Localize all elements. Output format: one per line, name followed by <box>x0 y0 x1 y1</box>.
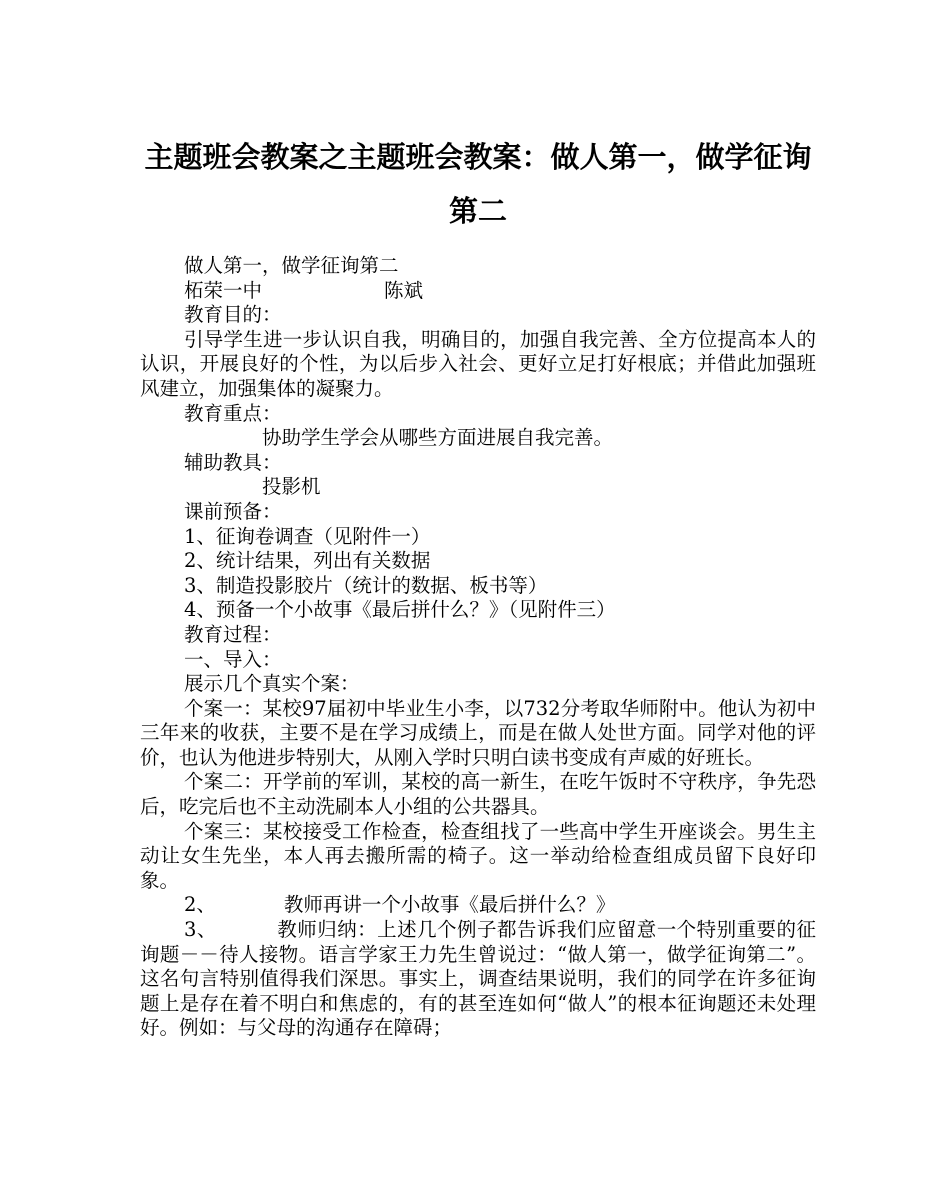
prep-item-1: 1、征询卷调查（见附件一） <box>184 524 431 548</box>
school-name: 柘荣一中 <box>184 278 263 302</box>
subtitle-line: 做人第一，做学征询第二 <box>184 254 399 277</box>
prep-heading: 课前预备： <box>184 499 282 523</box>
document-body <box>140 254 816 1041</box>
goal-text: 引导学生进一步认识自我，明确目的，加强自我完善、全方位提高本人的认识，开展良好的个性，为以后步入社会、更好立足打好根底；并借此加强班风建立，加强集体的凝聚力。 <box>140 327 816 400</box>
item-2-text: 教师再讲一个小故事《最后拼什么？》 <box>283 893 616 917</box>
tools-text: 投影机 <box>262 475 321 499</box>
goal-heading: 教育目的： <box>184 303 282 327</box>
item-3-text: 教师归纳：上述几个例子都告诉我们应留意一个特别重要的征询题－－待人接物。语言学家王力先生曾说过：“做人第一，做学征询第二”。这名句言特别值得我们深思。事实上，调查结果说明，我们的同学在许多征询题上是存在着不明白和焦虑的，有的甚至连如何“做人”的根本征询题还未处理好。例如：与父母的沟通存在障碍； <box>140 918 816 1040</box>
case-2: 个案二：开学前的军训，某校的高一新生，在吃午饭时不守秩序，争先恐后，吃完后也不主动洗刷本人小组的公共器具。 <box>140 770 816 819</box>
author-name: 陈斌 <box>384 278 424 302</box>
process-heading: 教育过程： <box>184 622 282 646</box>
focus-text: 协助学生学会从哪些方面进展自我完善。 <box>262 426 614 450</box>
case-3: 个案三：某校接受工作检查，检查组找了一些高中学生开座谈会。男生主动让女生先坐，本人再去搬所需的椅子。这一举动给检查组成员留下良好印象。 <box>140 819 816 892</box>
prep-item-2: 2、统计结果，列出有关数据 <box>184 549 431 573</box>
author-line <box>140 279 816 304</box>
case-1: 个案一：某校97届初中毕业生小李，以732分考取华师附中。他认为初中三年来的收获，主要不是在学习成绩上，而是在做人处世方面。同学对他的评价，也认为他进步特别大，从刚入学时只明白读书变成有声威的好班长。 <box>140 696 816 769</box>
process-item-3 <box>140 918 816 1041</box>
step1-heading: 一、导入： <box>184 647 282 671</box>
prep-item-4: 4、预备一个小故事《最后拼什么？》（见附件三） <box>184 598 616 622</box>
focus-heading: 教育重点： <box>184 401 282 425</box>
cases-intro: 展示几个真实个案： <box>184 672 360 696</box>
process-item-2 <box>140 893 816 918</box>
prep-item-3: 3、制造投影胶片（统计的数据、板书等） <box>184 573 548 597</box>
tools-heading: 辅助教具： <box>184 450 282 474</box>
document-title: 主题班会教案之主题班会教案：做人第一，做学征询第二 <box>144 140 812 228</box>
item-2-number: 2、 <box>184 893 216 917</box>
item-3-number: 3、 <box>184 918 217 942</box>
